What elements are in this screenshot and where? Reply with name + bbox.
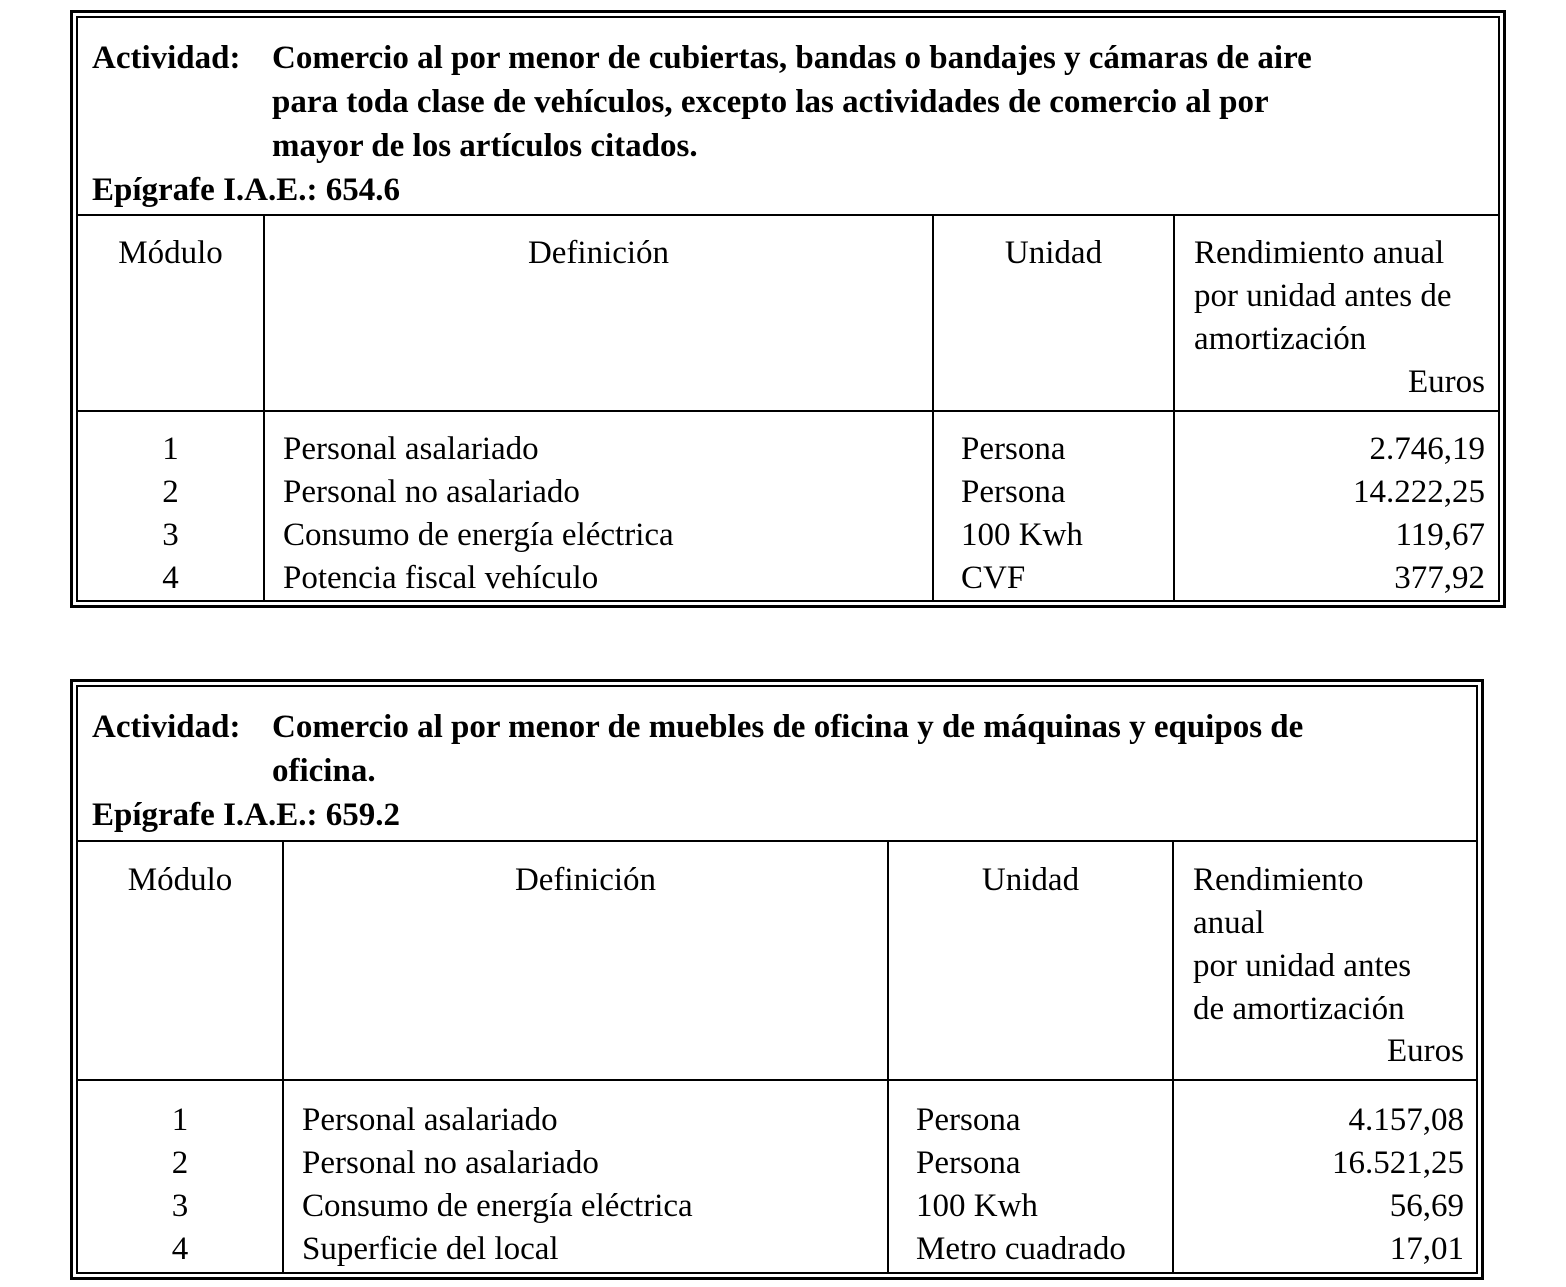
divider (78, 410, 1498, 412)
header-rendimiento-line: anual (1193, 905, 1265, 941)
header-rendimiento (1193, 859, 1483, 1031)
actividad-row (92, 705, 1303, 793)
table-inner-border (76, 685, 1478, 1274)
cell-valor: 17,01 (1389, 1231, 1464, 1267)
header-rendimiento (1194, 232, 1494, 361)
cell-unidad: Persona (961, 474, 1066, 510)
actividad-text (272, 705, 1303, 793)
column-divider (282, 840, 284, 1272)
header-modulo: Módulo (127, 862, 233, 898)
divider (78, 840, 1476, 842)
header-rendimiento-line: Rendimiento anual (1194, 235, 1445, 271)
actividad-line: para toda clase de vehículos, excepto las actividades de comercio al por (272, 84, 1269, 120)
header-rendimiento-line: por unidad antes (1193, 948, 1412, 984)
header-rendimiento-line: de amortización (1193, 991, 1405, 1027)
header-definicion: Definición (514, 862, 657, 898)
cell-valor: 119,67 (1395, 517, 1485, 553)
cell-definicion: Potencia fiscal vehículo (283, 560, 599, 596)
cell-valor: 56,69 (1389, 1188, 1464, 1224)
cell-unidad: Persona (961, 431, 1066, 467)
cell-valor: 4.157,08 (1348, 1102, 1464, 1138)
cell-modulo: 3 (162, 517, 179, 553)
cell-unidad: CVF (961, 560, 1026, 596)
actividad-text (272, 36, 1312, 168)
cell-modulo: 1 (171, 1102, 189, 1138)
column-divider (887, 840, 889, 1272)
divider (78, 214, 1498, 216)
header-rendimiento-line: por unidad antes de (1194, 278, 1452, 314)
cell-unidad: 100 Kwh (916, 1188, 1038, 1224)
table-inner-border (76, 16, 1500, 602)
cell-definicion: Personal asalariado (302, 1102, 558, 1138)
cell-unidad: 100 Kwh (961, 517, 1083, 553)
cell-modulo: 4 (171, 1231, 189, 1267)
cell-definicion: Superficie del local (302, 1231, 559, 1267)
actividad-row (92, 36, 1312, 168)
epigrafe: Epígrafe I.A.E.: 654.6 (92, 172, 400, 208)
header-rendimiento-line: Rendimiento (1193, 862, 1364, 898)
actividad-line: Comercio al por menor de cubiertas, bandas o bandajes y cámaras de aire (272, 40, 1312, 76)
header-definicion: Definición (527, 235, 670, 271)
module-table-2 (70, 679, 1484, 1280)
cell-definicion: Personal no asalariado (283, 474, 580, 510)
header-modulo: Módulo (118, 235, 223, 271)
header-euros: Euros (1408, 364, 1485, 400)
cell-valor: 14.222,25 (1353, 474, 1485, 510)
actividad-label: Actividad: (92, 709, 241, 745)
cell-unidad: Persona (916, 1145, 1021, 1181)
actividad-line: oficina. (272, 753, 376, 789)
header-euros: Euros (1387, 1033, 1464, 1069)
cell-valor: 377,92 (1394, 560, 1485, 596)
actividad-label: Actividad: (92, 40, 241, 76)
actividad-line: mayor de los artículos citados. (272, 128, 698, 164)
cell-unidad: Persona (916, 1102, 1021, 1138)
header-unidad: Unidad (1004, 235, 1103, 271)
cell-modulo: 1 (162, 431, 179, 467)
cell-definicion: Consumo de energía eléctrica (283, 517, 674, 553)
cell-modulo: 4 (162, 560, 179, 596)
cell-modulo: 2 (162, 474, 179, 510)
cell-unidad: Metro cuadrado (916, 1231, 1126, 1267)
cell-modulo: 2 (171, 1145, 189, 1181)
cell-definicion: Personal asalariado (283, 431, 539, 467)
cell-modulo: 3 (171, 1188, 189, 1224)
header-unidad: Unidad (981, 862, 1080, 898)
cell-definicion: Personal no asalariado (302, 1145, 599, 1181)
cell-valor: 2.746,19 (1369, 431, 1485, 467)
divider (78, 1079, 1476, 1081)
epigrafe: Epígrafe I.A.E.: 659.2 (92, 797, 400, 833)
module-table-1 (70, 10, 1506, 608)
header-rendimiento-line: amortización (1194, 321, 1367, 357)
actividad-line: Comercio al por menor de muebles de oficina y de máquinas y equipos de (272, 709, 1304, 745)
cell-valor: 16.521,25 (1332, 1145, 1464, 1181)
cell-definicion: Consumo de energía eléctrica (302, 1188, 693, 1224)
